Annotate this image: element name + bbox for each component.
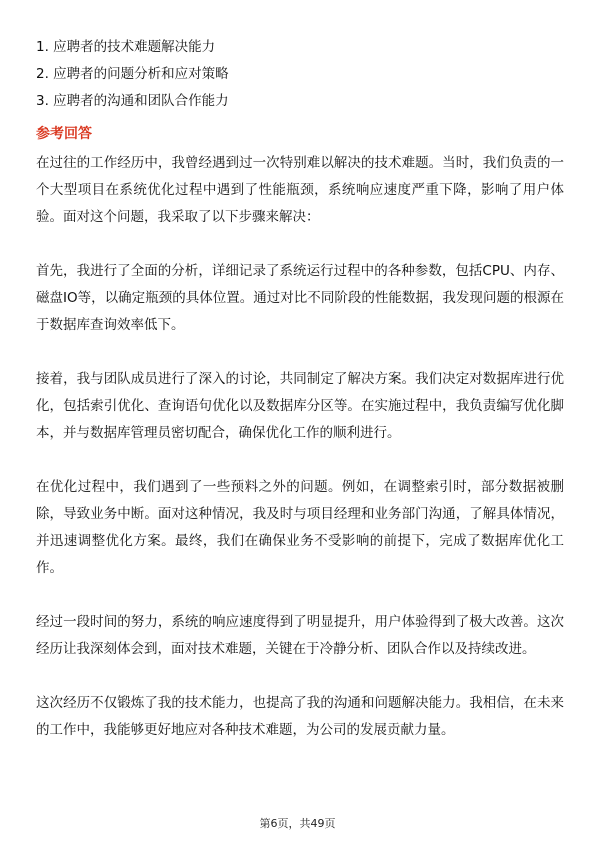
answer-paragraph: 这次经历不仅锻炼了我的技术能力，也提高了我的沟通和问题解决能力。我相信，在未来的工作中，我能够更好地应对各种技术难题，为公司的发展贡献力量。 (36, 695, 564, 738)
answer-paragraph: 经过一段时间的努力，系统的响应速度得到了明显提升，用户体验得到了极大改善。这次经历让我深刻体会到，面对技术难题，关键在于冷静分析、团队合作以及持续改进。 (36, 614, 564, 657)
answer-paragraph: 首先，我进行了全面的分析，详细记录了系统运行过程中的各种参数，包括CPU、内存、磁盘IO等，以确定瓶颈的具体位置。通过对比不同阶段的性能数据，我发现问题的根源在于数据库查询效率低下。 (36, 263, 564, 333)
answer-paragraph: 接着，我与团队成员进行了深入的讨论，共同制定了解决方案。我们决定对数据库进行优化，包括索引优化、查询语句优化以及数据库分区等。在实施过程中，我负责编写优化脚本，并与数据库管理员密切配合，确保优化工作的顺利进行。 (36, 371, 564, 441)
paragraph-gap (36, 447, 564, 474)
answer-paragraph: 在过往的工作经历中，我曾经遇到过一次特别难以解决的技术难题。当时，我们负责的一个大型项目在系统优化过程中遇到了性能瓶颈，系统响应速度严重下降，影响了用户体验。面对这个问题，我采取了以下步骤来解决： (36, 155, 564, 225)
answer-paragraph: 在优化过程中，我们遇到了一些预料之外的问题。例如，在调整索引时，部分数据被删除，导致业务中断。面对这种情况，我及时与项目经理和业务部门沟通，了解具体情况，并迅速调整优化方案。最终，我们在确保业务不受影响的前提下，完成了数据库优化工作。 (36, 479, 564, 576)
paragraph-gap (36, 582, 564, 609)
paragraph-gap (36, 231, 564, 258)
answer-heading: 参考回答 (36, 126, 92, 142)
paragraph-gap (36, 663, 564, 690)
answer-body (36, 150, 564, 744)
question-item: 1. 应聘者的技术难题解决能力 (36, 39, 216, 55)
question-item: 3. 应聘者的沟通和团队合作能力 (36, 93, 229, 109)
question-item: 2. 应聘者的问题分析和应对策略 (36, 66, 229, 82)
paragraph-gap (36, 339, 564, 366)
question-list (36, 34, 566, 115)
page-footer: 第6页，共49页 (259, 817, 336, 830)
